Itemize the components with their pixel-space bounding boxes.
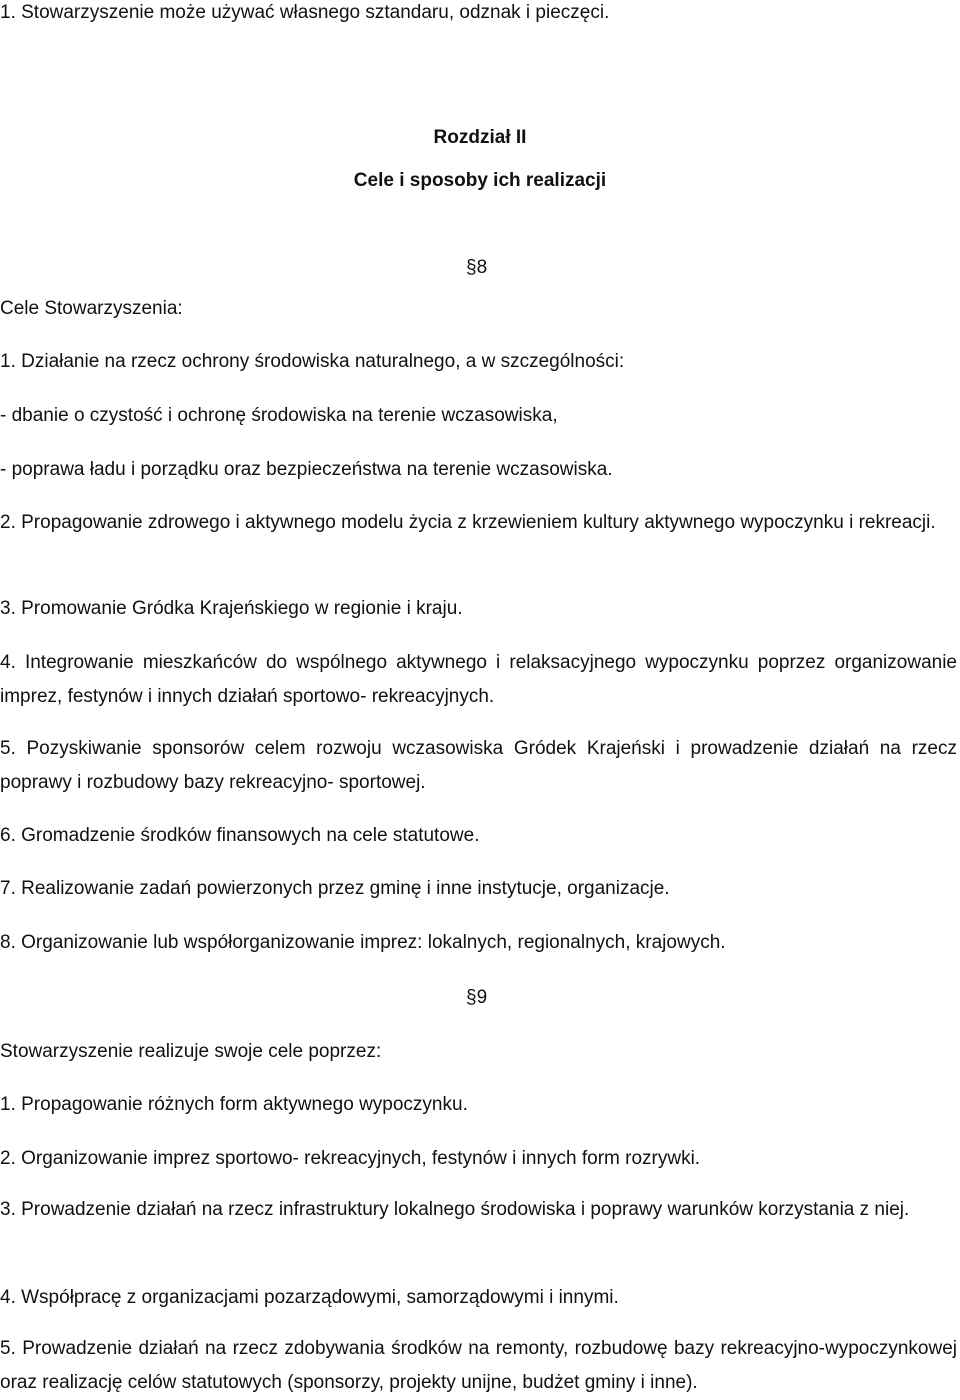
section-8-item: 3. Promowanie Gródka Krajeńskiego w regionie i kraju. [0, 598, 463, 619]
chapter-title: Cele i sposoby ich realizacji [353, 170, 607, 191]
section-9-mark: §9 [466, 987, 488, 1008]
section-9-item: 4. Współpracę z organizacjami pozarządowymi, samorządowymi i innymi. [0, 1287, 619, 1308]
section-8-item: - poprawa ładu i porządku oraz bezpieczeństwa na terenie wczasowiska. [0, 459, 613, 480]
section-9-item: 3. Prowadzenie działań na rzecz infrastruktury lokalnego środowiska i poprawy warunków korzystania z niej. [0, 1199, 910, 1220]
section-9-item: 5. Prowadzenie działań na rzecz zdobywania środków na remonty, rozbudowę bazy rekreacyjno-wypoczynkowej oraz realizację celów statutowych (sponsorzy, projekty unijne, budżet gminy i inne). [0, 1338, 957, 1393]
section-8-item: 6. Gromadzenie środków finansowych na cele statutowe. [0, 825, 480, 846]
article-1-text: 1. Stowarzyszenie może używać własnego sztandaru, odznak i pieczęci. [0, 2, 610, 23]
section-8-item: 4. Integrowanie mieszkańców do wspólnego aktywnego i relaksacyjnego wypoczynku poprzez organizowanie imprez, festynów i innych działań sportowo- rekreacyjnych. [0, 652, 957, 707]
section-8-item: 2. Propagowanie zdrowego i aktywnego modelu życia z krzewieniem kultury aktywnego wypoczynku i rekreacji. [0, 512, 936, 533]
section-8-item: 8. Organizowanie lub współorganizowanie imprez: lokalnych, regionalnych, krajowych. [0, 932, 726, 953]
section-9-item: 1. Propagowanie różnych form aktywnego wypoczynku. [0, 1094, 468, 1115]
section-9-item: 2. Organizowanie imprez sportowo- rekreacyjnych, festynów i innych form rozrywki. [0, 1148, 701, 1169]
section-8-item: 1. Działanie na rzecz ochrony środowiska naturalnego, a w szczególności: [0, 351, 625, 372]
chapter-number: Rozdział II [433, 127, 527, 148]
section-9-intro: Stowarzyszenie realizuje swoje cele poprzez: [0, 1041, 382, 1062]
section-8-intro: Cele Stowarzyszenia: [0, 298, 183, 319]
section-8-item: 5. Pozyskiwanie sponsorów celem rozwoju wczasowiska Gródek Krajeński i prowadzenie działań na rzecz poprawy i rozbudowy bazy rekreacyjno- sportowej. [0, 738, 957, 793]
section-8-item: - dbanie o czystość i ochronę środowiska na terenie wczasowiska, [0, 405, 558, 426]
section-8-item: 7. Realizowanie zadań powierzonych przez gminę i inne instytucje, organizacje. [0, 878, 670, 899]
section-8-mark: §8 [466, 257, 488, 278]
